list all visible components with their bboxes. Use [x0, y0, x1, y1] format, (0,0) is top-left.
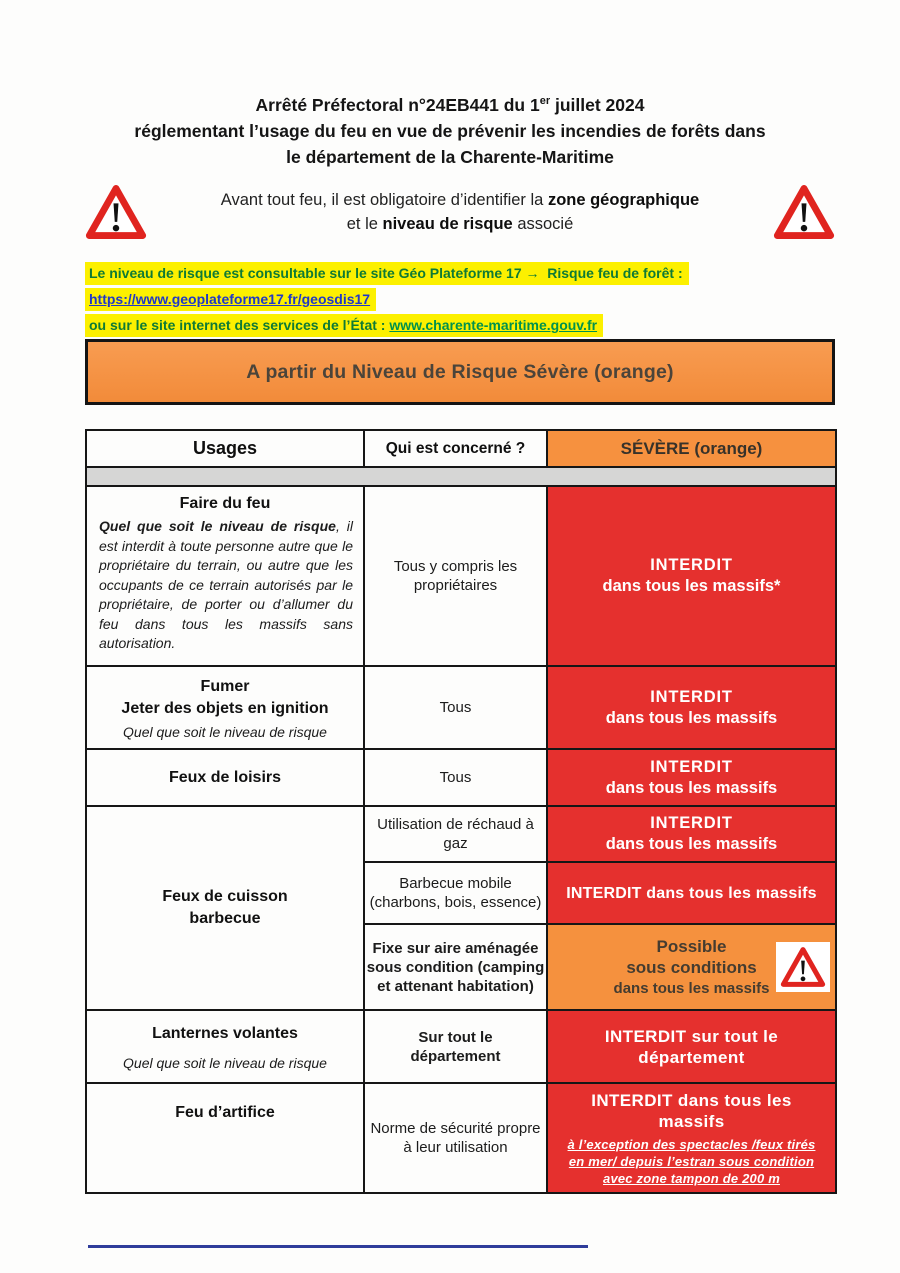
status-line-2: sous conditions [626, 957, 757, 977]
status-line-1: INTERDIT [650, 556, 733, 574]
warning-text-mid: et le [346, 215, 383, 233]
usage-title: Feux de cuisson [162, 888, 288, 905]
usage-cell-fumer [86, 666, 364, 749]
row-feux-de-loisirs [86, 749, 836, 806]
status-line-2: dans tous les massifs [605, 778, 778, 797]
spacer-cell [86, 467, 836, 486]
risk-site-line [85, 262, 689, 285]
usage-note: Quel que soit le niveau de risque [123, 723, 327, 740]
usage-cell-feu-artifice [86, 1083, 364, 1193]
table-header-row [86, 430, 836, 467]
column-header-severe: SÉVÈRE (orange) [547, 430, 836, 467]
usage-title: Lanternes volantes [152, 1024, 298, 1042]
state-site-intro: ou sur le site internet des services de l’État : [89, 317, 390, 333]
warning-text [147, 188, 773, 236]
table-spacer-row [86, 467, 836, 486]
usage-cell-faire-du-feu [86, 486, 364, 666]
title-line-3: le département de la Charente-Maritime [286, 146, 614, 167]
who-cell-fumer: Tous [364, 666, 547, 749]
geoplateforme-line [85, 288, 689, 311]
column-header-usages: Usages [86, 430, 364, 467]
row-lanternes-volantes [86, 1010, 836, 1083]
row-faire-du-feu [86, 486, 836, 666]
warning-text-pre: Avant tout feu, il est obligatoire d’identifier la [220, 191, 548, 209]
status-line-1: Possible [656, 936, 727, 956]
status-line-1: INTERDIT [650, 757, 733, 776]
document-title [0, 88, 900, 170]
column-header-who: Qui est concerné ? [364, 430, 547, 467]
status-line-1: INTERDIT [650, 814, 733, 832]
status-cell-faire-du-feu [547, 486, 836, 666]
status-cell-lanternes [547, 1010, 836, 1083]
usage-title: Faire du feu [179, 495, 271, 512]
usage-cell-feux-de-cuisson [86, 806, 364, 1010]
usage-cell-lanternes [86, 1010, 364, 1083]
who-cell-barbecue-mobile: Barbecue mobile (charbons, bois, essence) [364, 862, 547, 924]
usage-title: Feux de loisirs [168, 768, 282, 786]
usage-title: Fumer [200, 677, 250, 695]
warning-text-post: associé [512, 215, 574, 233]
row-rechaud-gaz [86, 806, 836, 862]
title-line-2: réglementant l’usage du feu en vue de prévenir les incendies de forêts dans [134, 120, 766, 141]
usage-note [87, 515, 363, 654]
title-line-1-text: Arrêté Préfectoral n°24EB441 du 1 [255, 94, 540, 115]
risk-site-intro: Le niveau de risque est consultable sur le site Géo Plateforme 17 → Risque feu de forêt : [85, 262, 689, 285]
warning-triangle-icon-left [85, 182, 147, 242]
status-cell-feu-artifice [547, 1083, 836, 1193]
row-feu-artifice [86, 1083, 836, 1193]
status-line-3: dans tous les massifs [613, 979, 770, 997]
usage-note-bold: Quel que soit le niveau de risque [99, 518, 336, 534]
who-cell-rechaud-gaz: Utilisation de réchaud à gaz [364, 806, 547, 862]
geoplateforme-link[interactable]: https://www.geoplateforme17.fr/geosdis17 [85, 288, 376, 311]
status-line-1: INTERDIT [650, 687, 733, 706]
status-line-2: dans tous les massifs [605, 835, 778, 853]
status-cell-fumer [547, 666, 836, 749]
warning-triangle-icon-small [776, 942, 830, 992]
status-cell-barbecue-mobile [547, 862, 836, 924]
who-cell-feu-artifice: Norme de sécurité propre à leur utilisation [364, 1083, 547, 1193]
status-line-2: dans tous les massifs* [602, 577, 781, 595]
title-line-1-date: juillet 2024 [550, 94, 645, 115]
title-line-1 [0, 88, 900, 118]
status-line-2: dans tous les massifs [605, 708, 778, 727]
bottom-divider-line [88, 1245, 588, 1248]
status-line-2: massifs [658, 1111, 725, 1131]
warning-text-risk: niveau de risque [382, 215, 513, 233]
usage-note-rest: , il est interdit à toute personne autre que le propriétaire du terrain, ou autre que les occupants de ce terrain autorisés par le propriétaire, de porter ou d’allumer du feu dans tous les massifs sans autorisation. [99, 518, 353, 651]
who-cell-faire-du-feu: Tous y compris les propriétaires [364, 486, 547, 666]
warning-banner [85, 182, 835, 242]
usage-title-2: barbecue [189, 910, 261, 927]
usage-title-2: Jeter des objets en ignition [121, 699, 329, 717]
charente-maritime-link[interactable]: www.charente-maritime.gouv.fr [389, 317, 598, 333]
warning-text-zone: zone géographique [547, 191, 700, 209]
usage-cell-feux-de-loisirs [86, 749, 364, 806]
status-cell-rechaud-gaz [547, 806, 836, 862]
who-cell-lanternes [364, 1010, 547, 1083]
who-cell-feux-de-loisirs: Tous [364, 749, 547, 806]
state-site-line [85, 314, 689, 337]
who-text: Sur tout le département [410, 1028, 501, 1065]
who-cell-barbecue-fixe: Fixe sur aire aménagée sous condition (camping et attenant habitation) [364, 924, 547, 1010]
warning-triangle-icon-right [773, 182, 835, 242]
status-line-1: INTERDIT sur tout le [604, 1026, 779, 1046]
row-fumer [86, 666, 836, 749]
status-exception-text: à l’exception des spectacles /feux tirés en mer/ depuis l’estran sous condition avec zone tampon de 200 m [567, 1136, 816, 1186]
status-line-1: INTERDIT dans tous les [591, 1090, 792, 1110]
usage-title: Feu d’artifice [175, 1104, 275, 1121]
status-cell-barbecue-fixe [547, 924, 836, 1010]
risk-info-links [85, 262, 689, 340]
status-line-1: INTERDIT dans tous les massifs [566, 884, 817, 902]
status-line-2: département [638, 1047, 745, 1067]
risk-level-banner-text: A partir du Niveau de Risque Sévère (orange) [246, 360, 674, 383]
usage-note: Quel que soit le niveau de risque [123, 1054, 327, 1071]
status-cell-feux-de-loisirs [547, 749, 836, 806]
fire-regulation-table [85, 429, 837, 1194]
title-superscript: er [539, 95, 551, 107]
risk-level-banner [85, 339, 835, 405]
